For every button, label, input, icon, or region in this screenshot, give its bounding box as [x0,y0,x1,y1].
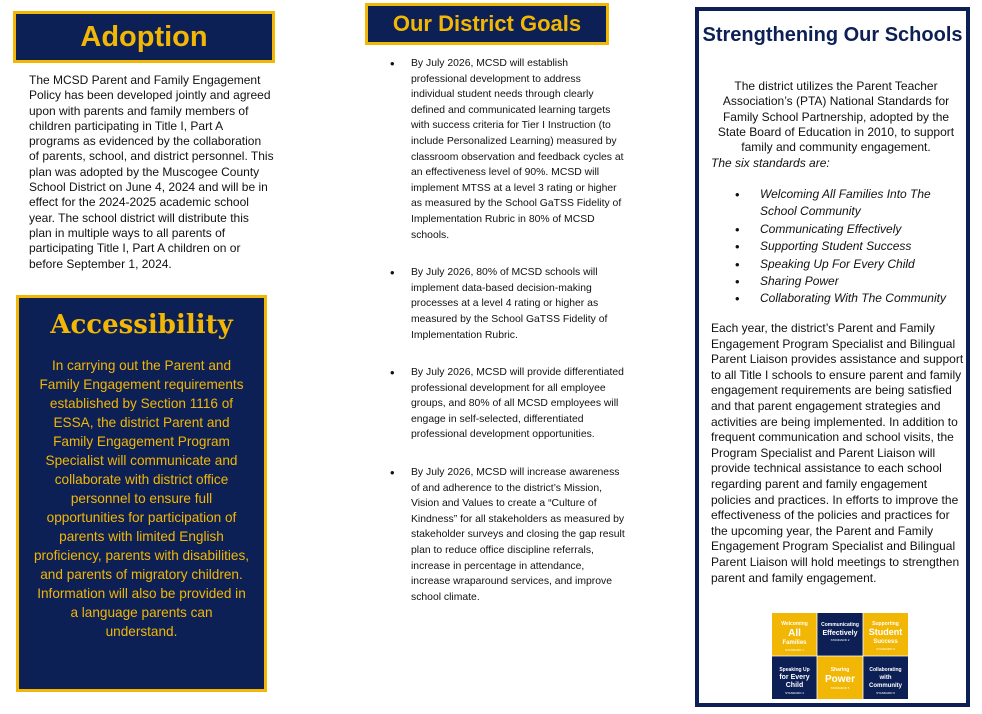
tile-text: Success [873,639,898,645]
tile-text: Sharing [830,667,850,673]
tile-text: Child [785,682,804,689]
tile-text: All [788,628,801,639]
standards-list [734,186,964,308]
tile-text: STANDARD 4 [785,691,804,695]
puzzle-tile [772,656,817,699]
adoption-text: The MCSD Parent and Family Engagement Policy has been developed jointly and agreed upon with parents and family members of children participating in Title I, Part A programs as evidenced by the collaboration of parents, school, and district personnel. This plan was adopted by the Muscogee County School District on June 4, 2024 and will be in effect for the 2024-2025 academic school year. The school district will distribute this plan in multiple ways to all parents of participating Title I, Part A children on or before September 1, 2024. [29,73,274,271]
tile-text: Collaborating [869,667,902,673]
goal-item: • By July 2026, MCSD will increase awareness of and adherence to the district’s Mission, Vision and Values to create a “Culture of Kindness” for all stakeholders as measured by stakeholder surveys and closing the gap result plan to reduce office discipline referrals, increase in percentage in attendance, increase wraparound services, and improve school climate. [385,465,625,605]
pta-standards-puzzle-logo [772,613,908,699]
tile-text: Community [869,683,902,689]
tile-text: STANDARD 2 [830,638,850,642]
accessibility-title: Accessibility [50,310,233,340]
goal-item: • By July 2026, 80% of MCSD schools will implement data-based decision-making processes at a level 4 rating or higher as measured by the School GaTSS Fidelity of Implementation Rubric. [385,265,625,343]
puzzle-tile [863,656,908,699]
standard-item: • Supporting Student Success [734,238,964,255]
goal-item: • By July 2026, MCSD will establish professional development to address individual student needs through clearly defined and communicated learning targets with success criteria for Tier I Instruction (to include Personalized Learning) measured by classroom observation and feedback cycles at an effectiveness level of 90%. MCSD will implement MTSS at a level 3 rating or higher as measured by the School GaTSS Fidelity of Implementation Rubric in 80% of MCSD schools. [385,56,625,243]
adoption-title: Adoption [13,11,275,63]
puzzle-tile [817,656,863,699]
tile-text: STANDARD 3 [876,647,895,651]
tile-text: Supporting [872,621,899,627]
tile-text: Effectively [822,630,858,637]
accessibility-text: In carrying out the Parent and Family Engagement requirements established by Section 1116 of ESSA, the district Parent and Family Engagement Program Specialist will communicate and collaborate with district office personnel to ensure full opportunities for participation of parents with limited English proficiency, parents with disabilities, and parents of migratory children. Information will also be provided in a language parents can understand. [33,358,250,639]
tile-text: Speaking Up [779,667,810,673]
engagement-paragraph: Each year, the district’s Parent and Family Engagement Program Specialist and Bilingual Parent Liaison provides assistance and support to all Title I schools to ensure parent and family engagement requirements are being satisfied and that parent engagement strategies and activities are being implemented. In addition to frequent communication and school visits, the Program Specialist and Parent Liaison will provide technical assistance to each school regarding parent and family engagement policies and practices. In efforts to improve the effectiveness of the policies and practices for the upcoming year, the Parent and Family Engagement Program Specialist and Bilingual Parent Liaison will hold meetings to strengthen parent and family engagement. [711,321,964,585]
standard-item: • Communicating Effectively [734,221,964,238]
strengthening-panel [695,7,970,707]
tile-text: Student [868,627,903,637]
standard-item: • Welcoming All Families Into The School Community [734,186,964,221]
puzzle-tile [817,613,863,656]
standard-item: • Speaking Up For Every Child [734,256,964,273]
six-standards-label: The six standards are: [711,156,830,170]
puzzle-tile [772,613,817,656]
standard-item: • Sharing Power [734,273,964,290]
tile-text: Communicating [821,622,859,628]
goal-item: • By July 2026, MCSD will provide differentiated professional development for all employee groups, and 80% of all MCSD employees will engage in self-selected, differentiated professional development opportunities. [385,365,625,443]
standard-item: • Collaborating With The Community [734,290,964,307]
puzzle-tile [863,613,908,656]
tile-text: for Every [779,674,810,681]
tile-text: Welcoming [781,621,808,627]
tile-text: Families [782,640,807,646]
tile-text: STANDARD 6 [876,691,895,695]
strengthening-title: Strengthening Our Schools [702,24,963,46]
district-goals-title: Our District Goals [365,3,609,45]
accessibility-box [16,295,267,692]
tile-text: STANDARD 5 [830,686,850,690]
district-goals-list [385,56,625,605]
strengthening-intro: The district utilizes the Parent Teacher Association’s (PTA) National Standards for Family School Partnership, adopted by the State Board of Education in 2010, to support family and community engagement. [717,79,955,155]
tile-text: Power [824,674,856,685]
tile-text: with [879,675,892,681]
tile-text: STANDARD 1 [785,648,804,652]
